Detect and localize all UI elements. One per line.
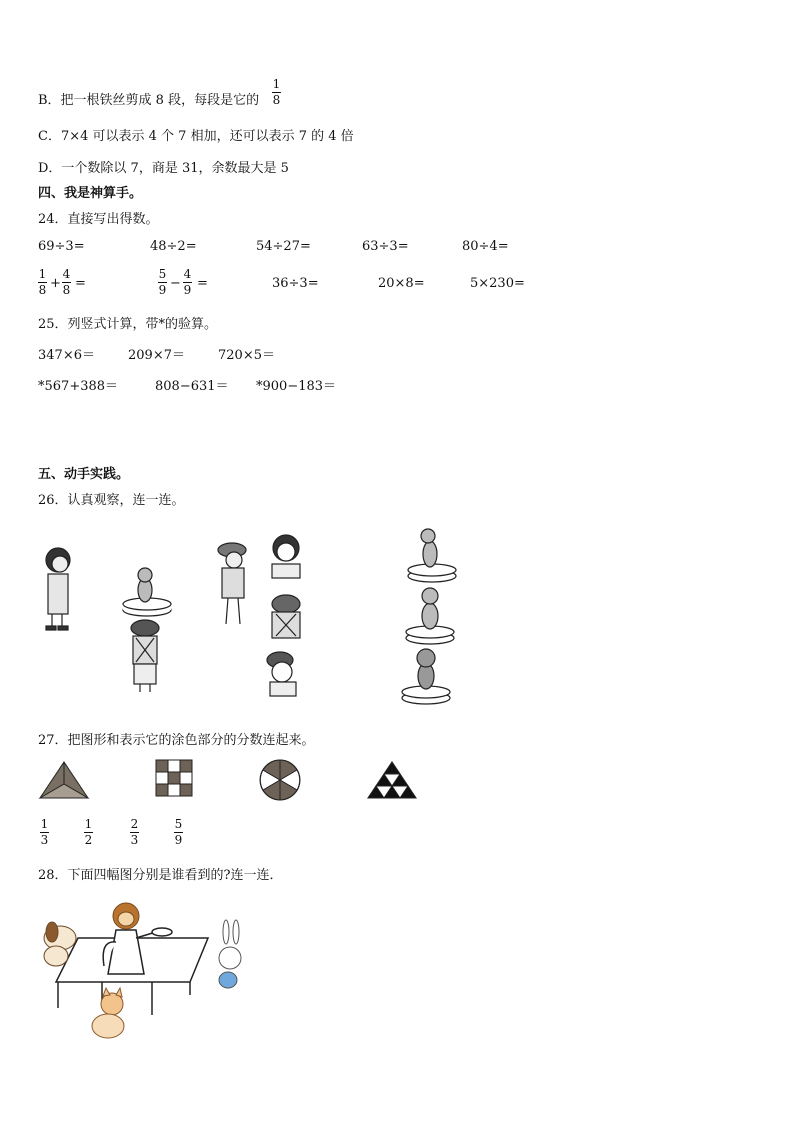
numerator: 5 [158,267,167,281]
denominator: 8 [62,283,71,297]
q27-shapes [36,758,426,802]
circle-shape [260,760,300,800]
option-b-fraction [272,78,281,107]
q24-frac1-eq: = [75,276,86,291]
q27-fraction-4 [174,818,183,847]
boy-back-figure [131,620,159,692]
q28-prompt: 28．下面四幅图分别是谁看到的?连一连． [38,868,283,883]
denominator: 3 [40,833,49,847]
triangle-shape [40,762,88,798]
q27-fraction-1 [40,818,49,847]
option-b-text: B．把一根铁丝剪成 8 段，每段是它的 [38,93,260,108]
q28-figure [40,900,250,1050]
q24-frac2-b [183,268,192,297]
q24-frac1-b [62,268,71,297]
numerator: 1 [84,817,93,831]
boy-side-figure [218,543,246,624]
option-b [38,89,259,108]
q25-item-4: *567+388＝ [38,379,119,394]
denominator: 9 [174,833,183,847]
q24-item-8: 5×230= [470,276,525,291]
q26-figure [30,520,490,710]
q25-item-5: 808−631＝ [155,379,229,394]
q25-prompt: 25．列竖式计算，带*的验算。 [38,317,218,332]
option-d: D．一个数除以 7，商是 31，余数最大是 5 [38,161,289,176]
rabbit-illustration [219,920,241,988]
q27-fraction-2 [84,818,93,847]
q24-frac1-a [38,268,47,297]
q27-fraction-3 [130,818,139,847]
section-4-title: 四、我是神算手。 [38,186,143,201]
denominator: 3 [130,833,139,847]
girl-head-front [272,535,300,578]
q25-item-6: *900−183＝ [256,379,337,394]
boy-head-side [267,652,296,696]
boy-head-back [272,595,300,638]
q24-frac2-eq: = [197,276,208,291]
numerator: 5 [174,817,183,831]
q25-item-2: 209×7＝ [128,348,185,363]
cat-stand-side [408,529,456,582]
fraction-numerator: 1 [272,77,281,91]
denominator: 9 [158,283,167,297]
girl-side-figure [46,548,70,630]
q25-item-1: 347×6＝ [38,348,95,363]
numerator: 4 [62,267,71,281]
q26-prompt: 26．认真观察，连一连。 [38,493,185,508]
q24-frac2-a [158,268,167,297]
q24-item-1: 69÷3= [38,239,85,254]
q24-frac1-op: + [50,276,61,291]
denominator: 8 [38,283,47,297]
cat-illustration [92,988,124,1038]
q24-frac2-op: − [170,276,181,291]
q24-item-3: 54÷27= [256,239,311,254]
cat-stand-back [406,588,454,644]
q24-item-2: 48÷2= [150,239,197,254]
q24-item-7: 20×8= [378,276,425,291]
denominator: 2 [84,833,93,847]
q25-item-3: 720×5＝ [218,348,275,363]
fraction-denominator: 8 [272,93,281,107]
monkey-illustration [113,903,139,929]
q27-prompt: 27．把图形和表示它的涂色部分的分数连起来。 [38,733,315,748]
numerator: 1 [38,267,47,281]
grid-square-shape [156,760,192,796]
option-c: C．7×4 可以表示 4 个 7 相加，还可以表示 7 的 4 倍 [38,129,354,144]
q24-prompt: 24．直接写出得数。 [38,212,159,227]
cat-on-stand [123,568,171,616]
q24-item-5: 80÷4= [462,239,509,254]
numerator: 1 [40,817,49,831]
q24-item-4: 63÷3= [362,239,409,254]
q24-item-6: 36÷3= [272,276,319,291]
numerator: 2 [130,817,139,831]
triangle-grid-shape [368,762,416,798]
section-5-title: 五、动手实践。 [38,467,130,482]
numerator: 4 [183,267,192,281]
denominator: 9 [183,283,192,297]
cat-stand-front [402,649,450,704]
